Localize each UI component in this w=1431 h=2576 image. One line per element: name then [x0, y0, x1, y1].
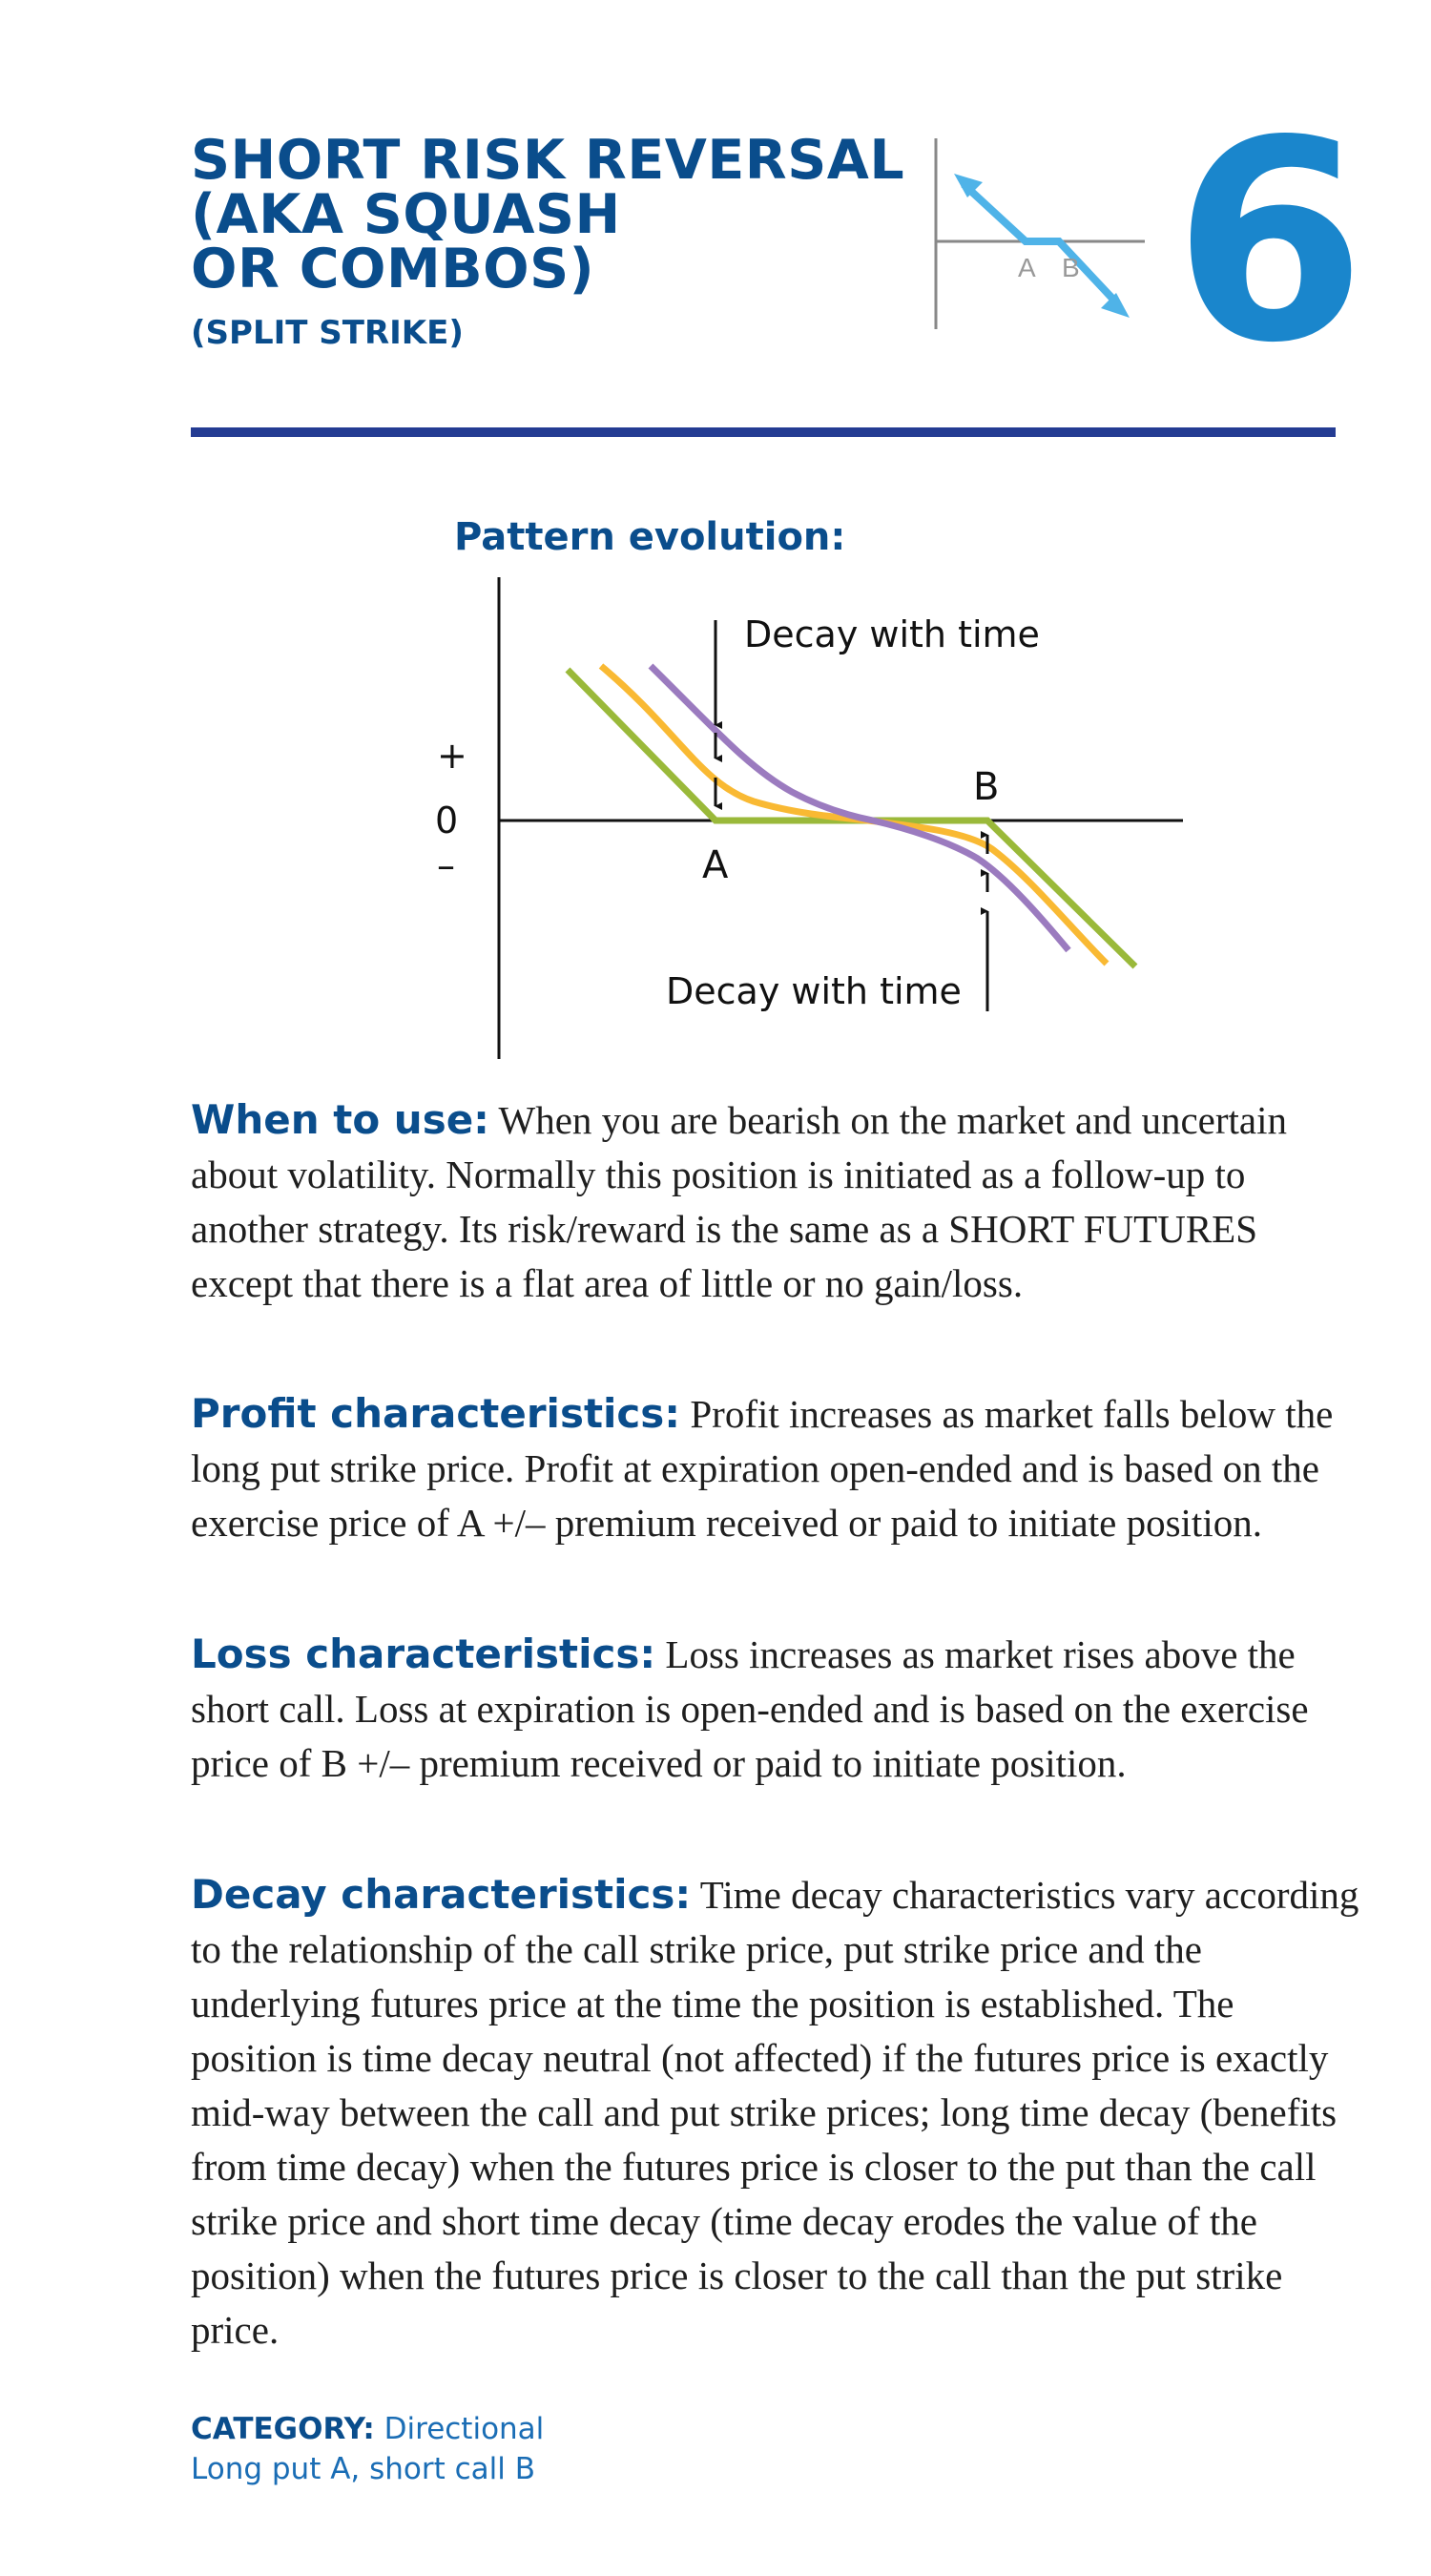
icon-payoff-line	[964, 184, 1116, 302]
pattern-title: Pattern evolution:	[454, 515, 846, 559]
section-heading: Profit characteristics:	[191, 1390, 681, 1437]
strategy-subtitle: (SPLIT STRIKE)	[191, 314, 464, 352]
section-heading: When to use:	[191, 1096, 489, 1143]
y-label-plus: +	[437, 735, 467, 777]
strategy-number: 6	[1173, 82, 1358, 404]
section-profit	[191, 1386, 1364, 1550]
strike-label-a: A	[702, 843, 729, 887]
category-footer	[191, 2409, 544, 2489]
y-label-minus: –	[437, 844, 455, 886]
title-line-1: SHORT RISK REVERSAL	[191, 129, 905, 192]
y-label-zero: 0	[435, 800, 459, 841]
title-line-3: OR COMBOS)	[191, 238, 595, 301]
icon-arrow-down-head	[1101, 293, 1130, 318]
section-decay	[191, 1867, 1364, 2358]
strategy-title-block	[191, 129, 916, 352]
category-line	[191, 2409, 544, 2449]
section-body: Profit increases as market falls below the long put strike price. Profit at expiration open-ended and is based on the exercise price of A +/– premium received or paid to initiate position.	[191, 1392, 1334, 1545]
section-loss	[191, 1627, 1364, 1791]
section-body: When you are bearish on the market and uncertain about volatility. Normally this position is initiated as a follow-up to another strategy. Its risk/reward is the same as a SHORT FUTURES except that there is a flat area of little or no gain/loss.	[191, 1098, 1287, 1305]
section-body: Time decay characteristics vary according to the relationship of the call strike price, put strike price and the underlying futures price at the time the position is established. The position is time decay neutral (not affected) if the futures price is exactly mid-way between the call and put strike prices; long time decay (benefits from time decay) when the futures price is closer to the put than the call strike price and short time decay (time decay erodes the value of the position) when the futures price is closer to the call than the put strike price.	[191, 1873, 1359, 2352]
decay-annotation-bottom: Decay with time	[666, 970, 962, 1012]
category-value: Directional	[384, 2412, 545, 2446]
icon-label-a: A	[1018, 253, 1036, 282]
header-divider	[191, 427, 1336, 437]
icon-label-b: B	[1062, 253, 1080, 282]
category-label: CATEGORY:	[191, 2412, 375, 2446]
pattern-evolution-chart	[420, 563, 1183, 1069]
position-description: Long put A, short call B	[191, 2452, 536, 2486]
section-body: Loss increases as market rises above the short call. Loss at expiration is open-ended and is based on the exercise price of B +/– premium received or paid to initiate position.	[191, 1632, 1309, 1785]
section-heading: Loss characteristics:	[191, 1631, 656, 1677]
title-line-2: (AKA SQUASH	[191, 183, 621, 246]
section-when-to-use	[191, 1092, 1364, 1311]
strike-label-b: B	[973, 765, 1000, 809]
payoff-icon	[925, 138, 1154, 343]
decay-annotation-top: Decay with time	[744, 613, 1040, 655]
initial-payoff-curve	[651, 666, 1068, 950]
section-heading: Decay characteristics:	[191, 1871, 692, 1918]
